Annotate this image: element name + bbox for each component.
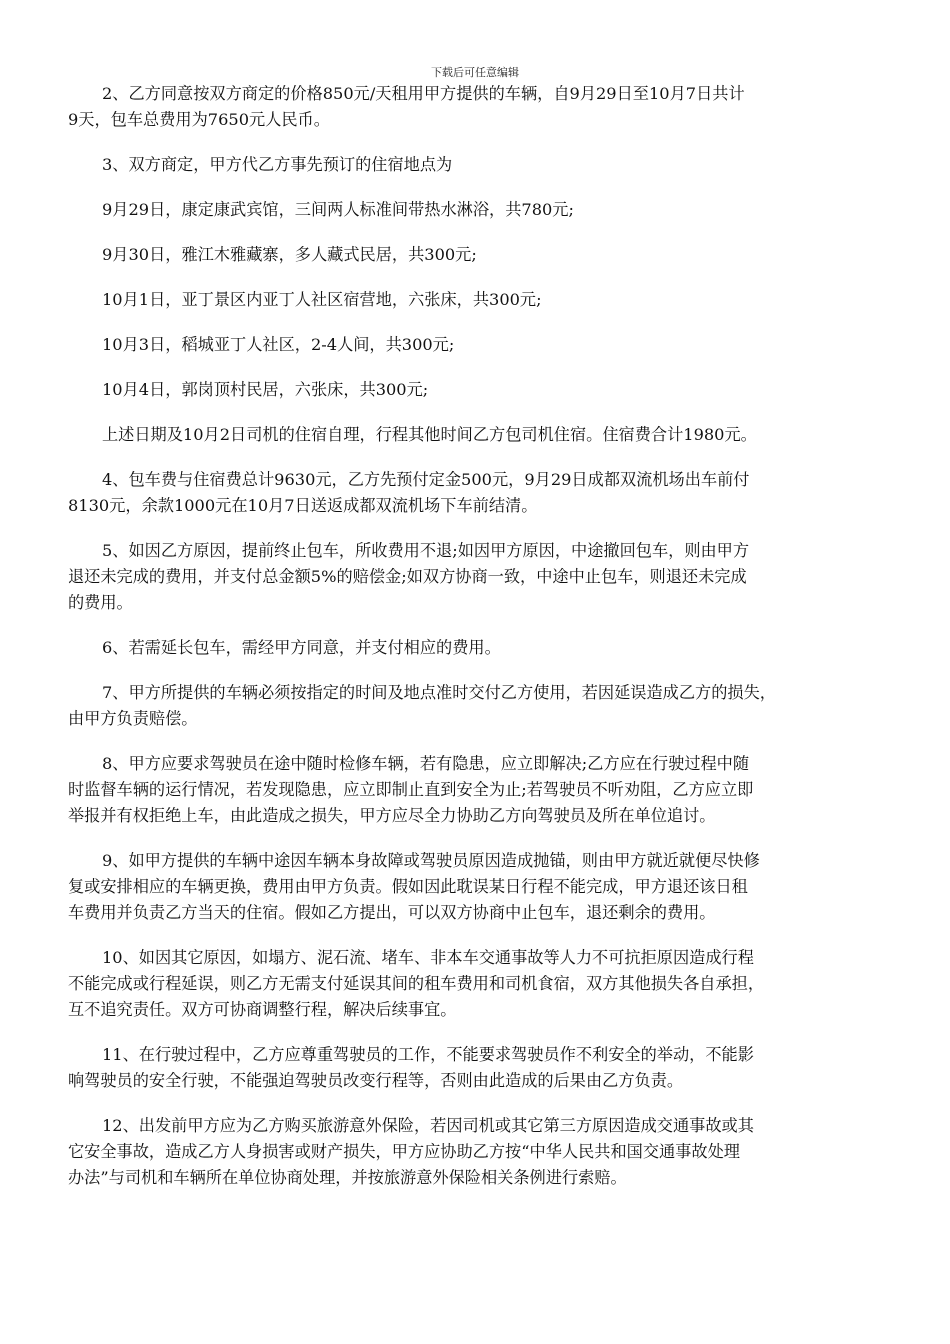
clause-line: 的费用。 — [68, 593, 133, 612]
clause-line: 举报并有权拒绝上车，由此造成之损失，甲方应尽全力协助乙方向驾驶员及所在单位追讨。 — [68, 806, 716, 825]
clause-line: 5、如因乙方原因，提前终止包车，所收费用不退;如因甲方原因，中途撤回包车，则由甲方 — [102, 541, 750, 560]
clause-7 — [68, 680, 890, 732]
clause-line: 8、甲方应要求驾驶员在途中随时检修车辆，若有隐患，应立即解决;乙方应在行驶过程中随 — [102, 754, 750, 773]
clause-line: 由甲方负责赔偿。 — [68, 709, 198, 728]
lodging-line: 10月4日，郭岗顶村民居，六张床，共300元; — [102, 380, 429, 399]
clause-line: 7、甲方所提供的车辆必须按指定的时间及地点准时交付乙方使用，若因延误造成乙方的损失， — [102, 683, 776, 702]
lodging-oct-1 — [68, 287, 890, 313]
clause-2 — [68, 81, 890, 133]
clause-11 — [68, 1042, 890, 1094]
header-note: 下载后可任意编辑 — [431, 66, 519, 79]
lodging-oct-4 — [68, 377, 890, 403]
clause-line: 时监督车辆的运行情况，若发现隐患，应立即制止直到安全为止;若驾驶员不听劝阻，乙方应立即 — [68, 780, 754, 799]
clause-4 — [68, 467, 890, 519]
clause-line: 办法”与司机和车辆所在单位协商处理，并按旅游意外保险相关条例进行索赔。 — [68, 1168, 627, 1187]
clause-line: 3、双方商定，甲方代乙方事先预订的住宿地点为 — [102, 155, 453, 174]
clause-line: 12、出发前甲方应为乙方购买旅游意外保险，若因司机或其它第三方原因造成交通事故或其 — [102, 1116, 754, 1135]
clause-10 — [68, 945, 890, 1023]
clause-line: 9天，包车总费用为7650元人民币。 — [68, 110, 330, 129]
clause-line: 9、如甲方提供的车辆中途因车辆本身故障或驾驶员原因造成抛锚，则由甲方就近就便尽快修 — [102, 851, 760, 870]
lodging-oct-3 — [68, 332, 890, 358]
clause-line: 不能完成或行程延误，则乙方无需支付延误其间的租车费用和司机食宿，双方其他损失各自承担， — [68, 974, 765, 993]
clause-line: 响驾驶员的安全行驶，不能强迫驾驶员改变行程等，否则由此造成的后果由乙方负责。 — [68, 1071, 684, 1090]
lodging-sep-29 — [68, 197, 890, 223]
clause-line: 互不追究责任。双方可协商调整行程，解决后续事宜。 — [68, 1000, 457, 1019]
clause-line: 10、如因其它原因，如塌方、泥石流、堵车、非本车交通事故等人力不可抗拒原因造成行程 — [102, 948, 754, 967]
clause-9 — [68, 848, 890, 926]
clause-line: 8130元，余款1000元在10月7日送返成都双流机场下车前结清。 — [68, 496, 538, 515]
document-body — [68, 81, 890, 1210]
clause-line: 车费用并负责乙方当天的住宿。假如乙方提出，可以双方协商中止包车，退还剩余的费用。 — [68, 903, 716, 922]
lodging-line: 9月30日，雅江木雅藏寨，多人藏式民居，共300元; — [102, 245, 477, 264]
clause-line: 退还未完成的费用，并支付总金额5%的赔偿金;如双方协商一致，中途中止包车，则退还未完成 — [68, 567, 747, 586]
lodging-sep-30 — [68, 242, 890, 268]
clause-8 — [68, 751, 890, 829]
clause-12 — [68, 1113, 890, 1191]
clause-3 — [68, 152, 890, 178]
clause-line: 4、包车费与住宿费总计9630元，乙方先预付定金500元，9月29日成都双流机场出车前付 — [102, 470, 750, 489]
lodging-line: 9月29日，康定康武宾馆，三间两人标准间带热水淋浴，共780元; — [102, 200, 574, 219]
clause-line: 复或安排相应的车辆更换，费用由甲方负责。假如因此耽误某日行程不能完成，甲方退还该日租 — [68, 877, 748, 896]
clause-line: 6、若需延长包车，需经甲方同意，并支付相应的费用。 — [102, 638, 501, 657]
lodging-line: 10月3日，稻城亚丁人社区，2-4人间，共300元; — [102, 335, 455, 354]
lodging-summary — [68, 422, 890, 448]
clause-line: 它安全事故，造成乙方人身损害或财产损失，甲方应协助乙方按“中华人民共和国交通事故处理 — [68, 1142, 740, 1161]
lodging-line: 10月1日，亚丁景区内亚丁人社区宿营地，六张床，共300元; — [102, 290, 542, 309]
clause-5 — [68, 538, 890, 616]
lodging-line: 上述日期及10月2日司机的住宿自理，行程其他时间乙方包司机住宿。住宿费合计1980元。 — [102, 425, 757, 444]
clause-line: 11、在行驶过程中，乙方应尊重驾驶员的工作，不能要求驾驶员作不利安全的举动，不能影 — [102, 1045, 754, 1064]
clause-line: 2、乙方同意按双方商定的价格850元/天租用甲方提供的车辆，自9月29日至10月7日共计 — [102, 84, 745, 103]
clause-6 — [68, 635, 890, 661]
